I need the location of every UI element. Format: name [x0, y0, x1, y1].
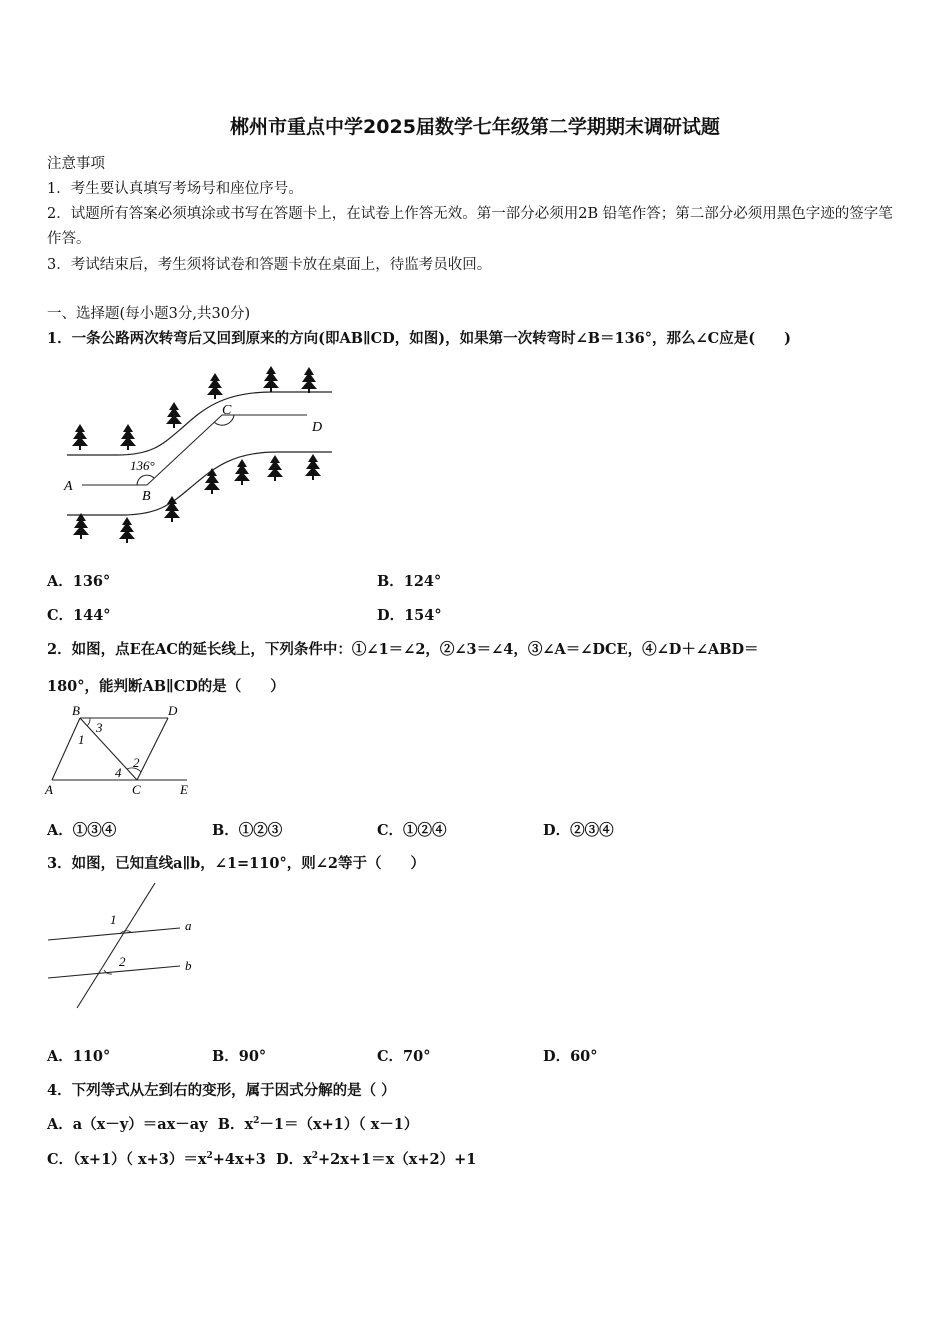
q3-option-b: B．90°	[212, 1048, 267, 1065]
q2-label-a: A	[45, 782, 53, 797]
q1-option-c: C．144°	[47, 607, 111, 624]
q1-option-b: B．124°	[377, 573, 442, 590]
q3-label-b: b	[185, 958, 192, 973]
q3-option-a: A．110°	[47, 1048, 111, 1065]
q3-figure-parallel-lines	[40, 878, 210, 1013]
q3-angle-2: 2	[119, 954, 126, 969]
q1-option-d: D．154°	[377, 607, 442, 624]
q4-options-line1	[47, 1113, 418, 1134]
notice-heading: 注意事项	[47, 156, 105, 172]
notice-item-2: 2．试题所有答案必须填涂或书写在答题卡上，在试卷上作答无效。第一部分必须用2B 铅笔作答；第二部分必须用黑色字迹的签字笔作答。	[47, 206, 893, 247]
q2-stem-line2: 180°，能判断AB∥CD的是（ ）	[47, 678, 285, 695]
q3-option-c: C．70°	[377, 1048, 431, 1065]
q1-angle-label: 136°	[130, 458, 155, 473]
q2-label-c: C	[132, 782, 141, 797]
q1-label-c: C	[222, 403, 232, 418]
notice-item-3: 3．考试结束后，考生须将试卷和答题卡放在桌面上，待监考员收回。	[47, 257, 492, 273]
q2-angle-1: 1	[78, 732, 85, 747]
page-title: 郴州市重点中学2025届数学七年级第二学期期末调研试题	[230, 116, 720, 138]
q2-angle-2: 2	[133, 755, 140, 770]
q1-stem: 1．一条公路两次转弯后又回到原来的方向(即AB∥CD，如图)，如果第一次转弯时∠B＝136°，那么∠C应是( )	[47, 330, 791, 347]
q2-stem-line1: 2．如图，点E在AC的延长线上，下列条件中：①∠1＝∠2，②∠3＝∠4，③∠A＝∠DCE，④∠D＋∠ABD＝	[47, 641, 759, 658]
q2-option-a: A．①③④	[47, 822, 117, 839]
q3-label-a: a	[185, 918, 192, 933]
q2-angle-3: 3	[96, 720, 103, 735]
q1-option-a: A．136°	[47, 573, 111, 590]
q1-label-b: B	[142, 489, 151, 504]
q1-figure-road	[52, 360, 342, 550]
section-heading: 一、选择题(每小题3分,共30分)	[47, 306, 251, 322]
notice-item-1: 1．考生要认真填写考场号和座位序号。	[47, 181, 303, 197]
q3-stem: 3．如图，已知直线a∥b，∠1=110°，则∠2等于（ ）	[47, 855, 425, 872]
q1-label-d: D	[312, 420, 323, 435]
q4-option-b: B．$x^2-1=(x+1)$（ x－1）	[217, 1116, 419, 1133]
q1-label-a: A	[64, 479, 73, 494]
q4-stem: 4．下列等式从左到右的变形，属于因式分解的是（ ）	[47, 1082, 396, 1099]
q4-option-a: A．a（x－y）＝ax－ay	[47, 1116, 208, 1133]
q2-option-d: D．②③④	[543, 822, 614, 839]
q2-label-e: E	[180, 782, 188, 797]
q2-angle-4: 4	[115, 765, 122, 780]
q2-option-b: B．①②③	[212, 822, 283, 839]
q3-angle-1: 1	[110, 912, 117, 927]
q4-option-c: C．（x+1）（ $x+3)=x^2+4x+3$	[47, 1151, 266, 1168]
q4-options-line2	[47, 1148, 476, 1169]
q4-option-d: D．$x^2+2x+1=x(x+2)+1$	[276, 1151, 477, 1168]
q2-option-c: C．①②④	[377, 822, 447, 839]
q2-figure-parallelogram	[42, 700, 202, 800]
q2-label-d: D	[168, 703, 178, 718]
q2-label-b: B	[72, 703, 80, 718]
q3-option-d: D．60°	[543, 1048, 598, 1065]
